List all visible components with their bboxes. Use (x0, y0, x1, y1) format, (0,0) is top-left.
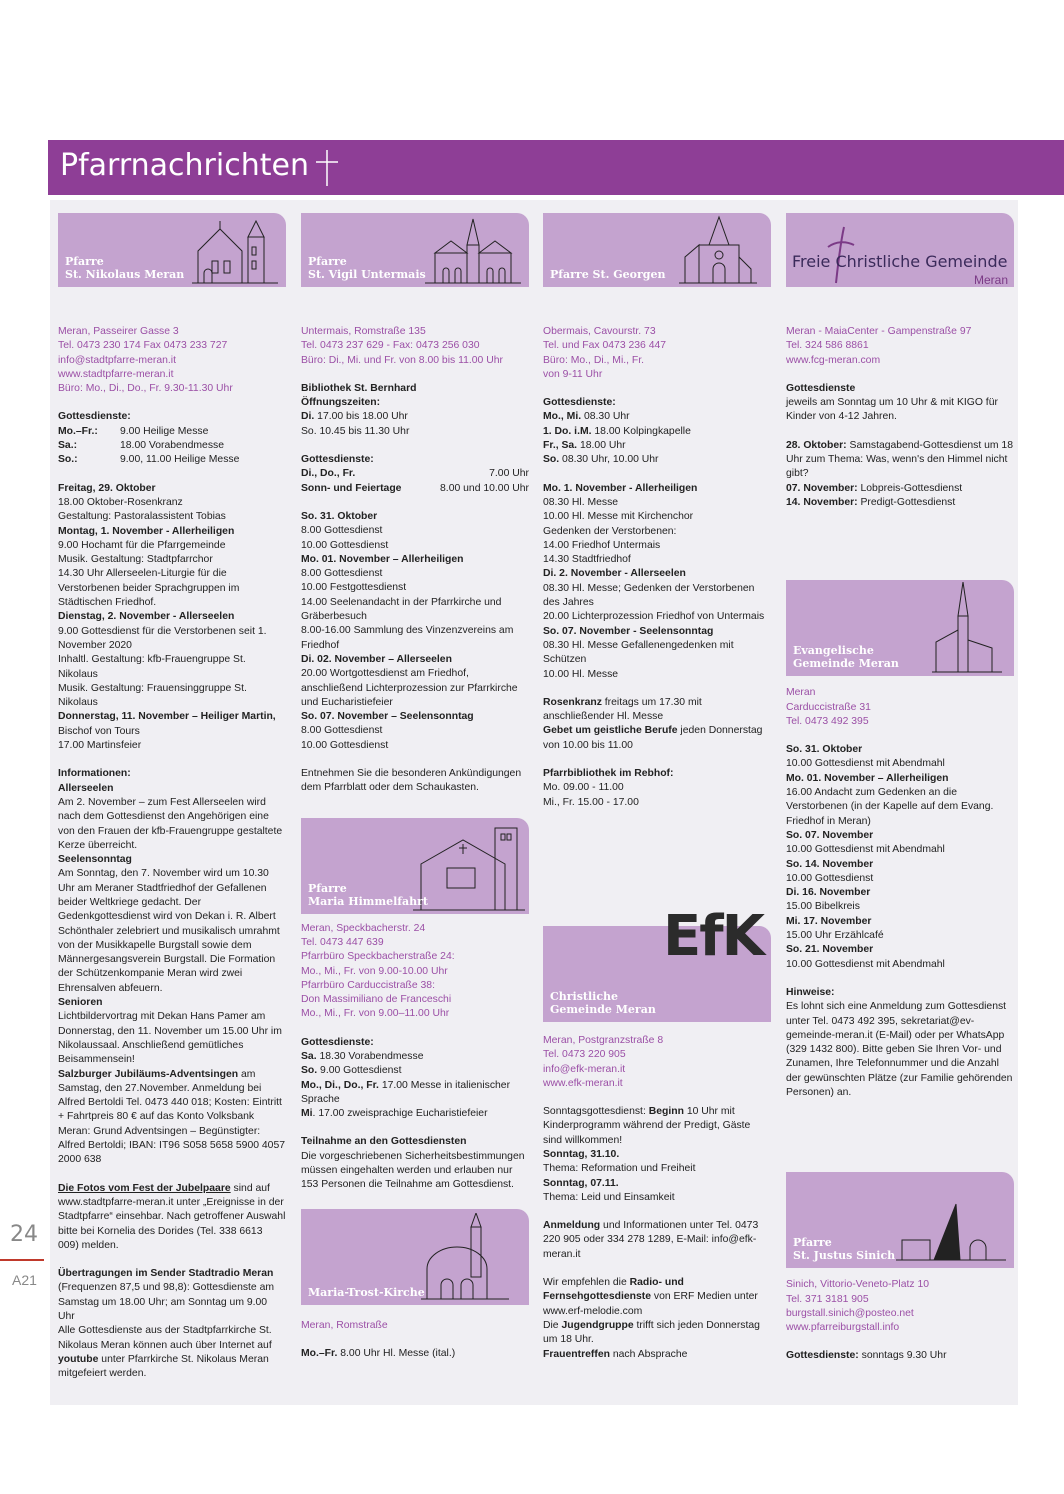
library-hours (301, 410, 529, 424)
header-banner (48, 140, 1064, 195)
event-text: 10.00 Gottesdienst (301, 539, 389, 551)
column-fcg (786, 213, 1014, 1364)
event-date: Di. 02. November – Allerseelen (301, 653, 452, 665)
event-date: Freitag, 29. Oktober (58, 482, 156, 494)
parish-header-fcg (786, 213, 1014, 287)
service-time: 9.00 Heilige Messe (120, 425, 209, 437)
library-hours: So. 10.45 bis 11.30 Uhr (301, 425, 410, 437)
website-link[interactable]: www.stadtpfarre-meran.it (58, 368, 174, 380)
event-date: So. 31. Oktober (786, 744, 863, 756)
church-himmelfahrt-icon (413, 824, 525, 912)
event-date: So. 07. November – Seelensonntag (301, 711, 474, 723)
parish-label-line: Evangelische (793, 644, 874, 658)
efk-text: nach Absprache (609, 1348, 688, 1360)
efk-bold: Anmeldung (543, 1220, 601, 1232)
service-time: 8.00 und 10.00 Uhr (440, 482, 529, 494)
broadcast-heading: Übertragungen im Sender Stadtradio Meran (58, 1268, 274, 1280)
service-day: Sa.: (58, 440, 78, 452)
service-row (58, 439, 286, 453)
section-title: Teilnahme an den Gottesdiensten (301, 1136, 467, 1148)
service-day: Fr., Sa. (543, 440, 578, 452)
column-georgen (543, 213, 771, 1362)
address-line: Obermais, Cavourstr. 73 (543, 326, 656, 337)
event-date: 14. November: (786, 496, 858, 508)
address-line: Meran - MaiaCenter - Gampenstraße 97 (786, 326, 972, 337)
info-heading: Salzburger Jubiläums-Adventsingen (58, 1068, 239, 1080)
service-day: Sa. (301, 1050, 317, 1062)
service-day: Mo.–Fr. (301, 1347, 338, 1359)
section-subtitle: Öffnungszeiten: (301, 397, 381, 409)
parish-address (301, 325, 529, 368)
parish-address (543, 325, 771, 382)
event-date: Sonntag, 07.11. (543, 1177, 619, 1189)
broadcast-text: Alle Gottesdienste aus der Stadtpfarrkirche St. Nikolaus Meran können auch über Internet auf (58, 1325, 272, 1351)
website-link[interactable]: www.fcg-meran.com (786, 354, 881, 366)
efk-text: trifft sich jeden Donnerstag um 18 Uhr. (543, 1319, 760, 1346)
office-hours: von 9-11 Uhr (543, 368, 603, 380)
service-day: So. (301, 1065, 318, 1077)
event-text: Musik. Gestaltung: Frauensinggruppe St. Nikolaus (58, 682, 247, 709)
efk-bold: Frauentreffen (543, 1348, 610, 1360)
service-day: Mo., Di., Do., Fr. (301, 1079, 379, 1091)
event-date: 28. Oktober: (786, 439, 847, 451)
event-text: 08.30 Hl. Messe Gefallenengedenken mit Schützen (543, 639, 734, 666)
event-text: Gedenken der Verstorbenen: (543, 525, 677, 537)
parish-label-name: St. Vigil Untermais (308, 268, 426, 281)
phone-line: Tel. 0473 492 395 (786, 715, 869, 727)
event-text: 16.00 Andacht zum Gedenken an die Verstorbenen (in der Kapelle auf dem Evang. Friedhof in Meran) (786, 787, 994, 827)
event-text: 10.00 Hl. Messe mit Kirchenchor (543, 511, 694, 523)
prayer-paragraph (543, 724, 771, 753)
parish-label-line: Christliche (550, 989, 619, 1003)
parish-label (308, 882, 428, 908)
service-day: Di., Do., Fr. (301, 468, 356, 480)
event-date: Mo. 1. November - Allerheiligen (543, 482, 698, 494)
section-title: Gottesdienste: (58, 411, 131, 423)
efk-bold: Radio- und Fernsehgottesdienste (543, 1277, 684, 1303)
section-title: Gottesdienste: (301, 1036, 374, 1048)
church-mariatrost-icon (421, 1213, 509, 1301)
broadcast-paragraph (58, 1324, 286, 1381)
event-text: 14.30 Uhr Allerseelen-Liturgie für die Verstorbenen beider Sprachgruppen im Städtischen Friedhof. (58, 568, 240, 609)
parish-address (301, 922, 529, 1022)
photos-paragraph (58, 1182, 286, 1253)
event-text: 9.00 Gottesdienst für die Verstorbenen seit 1. November 2020 (58, 625, 267, 651)
info-text: Am Sonntag, den 7. November wird um 10.30 Uhr am Meraner Stadtfriedhof der Gefallenen beider Weltkriege gedacht. Der Gedenkgottesdienst wird von Dekan i. R. Albert Schönthaler zelebriert und musikalisch umrahmt von der Musikkapelle Burgstall sowie dem Männergesangsverein Burgstall. Die Formation der Schützenkompanie Meran wird zwei Ehrensalven abfeuern. (58, 868, 280, 994)
rosary-text: freitags um 17.30 mit anschließender Hl. Messe (543, 696, 702, 723)
service-time: 18.30 Vorabendmesse (316, 1050, 424, 1062)
service-day: Sonn- und Feiertage (301, 482, 402, 494)
office-line: Don Massimiliano de Franceschi (301, 994, 452, 1006)
event-text: 18.00 Oktober-Rosenkranz (58, 496, 183, 508)
service-day: So.: (58, 454, 78, 466)
service-day: Mi (301, 1108, 313, 1120)
parish-header-vigil (301, 213, 529, 287)
info-text: Am 2. November – zum Fest Allerseelen wird nach dem Gottesdienst den Angehörigen eine von den Frauen der kfb-Frauengruppe gestaltete Kerze überreicht. (58, 796, 283, 851)
phone-line: Tel. 371 3181 905 (786, 1293, 869, 1305)
event-text: 9.00 Hochamt für die Pfarrgemeinde (58, 539, 226, 551)
parish-label (793, 644, 899, 670)
email-link[interactable]: info@stadtpfarre-meran.it (58, 354, 176, 366)
service-line (543, 439, 771, 453)
address-line: Meran, Speckbacherstr. 24 (301, 922, 426, 934)
parish-address (58, 325, 286, 396)
service-time: 18.00 Vorabendmesse (120, 440, 224, 452)
parish-header-justus (786, 1172, 1014, 1268)
event-text: 15.00 Bibelkreis (786, 901, 860, 913)
parish-header-mariatrost (301, 1209, 529, 1305)
event-date: Sonntag, 31.10. (543, 1148, 620, 1160)
event-text: 8.00 Gottesdienst (301, 525, 383, 537)
service-line (301, 1064, 529, 1078)
prayer-heading: Gebet um geistliche Berufe (543, 725, 678, 737)
church-georgen-icon (679, 215, 757, 285)
phone-line: Tel. und Fax 0473 236 447 (543, 340, 667, 352)
event-text: 10.00 Gottesdienst (301, 739, 389, 751)
parish-header-georgen (543, 213, 771, 287)
service-time: sonntags 9.30 Uhr (858, 1350, 947, 1362)
efk-service (543, 1105, 771, 1148)
parish-label (550, 990, 656, 1016)
rosary-paragraph (543, 696, 771, 725)
info-heading: Senioren (58, 997, 103, 1009)
parish-address (786, 686, 1014, 729)
church-nikolaus-icon (192, 217, 278, 285)
efk-text: und Informationen unter Tel. 0473 220 905 oder 334 278 1289, E-Mail: info@efk-meran.it (543, 1220, 759, 1260)
section-title: Hinweise: (786, 986, 835, 998)
church-vigil-icon (425, 217, 521, 285)
parish-address (786, 1278, 1014, 1335)
service-line (301, 1107, 529, 1121)
parish-label-name: St. Nikolaus Meran (65, 268, 185, 281)
parish-label-line: Pfarre (308, 255, 347, 268)
info-heading: Allerseelen (58, 782, 114, 794)
parish-label-name: Maria Himmelfahrt (308, 894, 428, 908)
efk-youth (543, 1319, 771, 1348)
service-time: 18.00 Kolpingkapelle (591, 425, 691, 437)
event-text: Predigt-Gottesdienst (857, 496, 956, 508)
section-title: Pfarrbibliothek im Rebhof: (543, 768, 674, 780)
event-text: 10.00 Festgottesdienst (301, 582, 407, 594)
event-text: Thema: Reformation und Freiheit (543, 1163, 696, 1175)
service-line (301, 1050, 529, 1064)
photos-text: sind auf www.stadtpfarre-meran.it unter „Ereignisse in der Stadtpfarre“ einsehbar. Nach getroffener Auswahl bitte bei Kornelia des Dorides (Tel. 338 6613 009) melden. (58, 1182, 286, 1251)
event-date: Di. 16. November (786, 887, 871, 899)
event-date: Mo. 01. November – Allerheiligen (786, 772, 949, 784)
service-day: Mo., Mi. (543, 411, 582, 423)
event-text: 08.30 Hl. Messe; Gedenken der Verstorbenen des Jahres (543, 582, 755, 609)
service-day: 1. Do. i.M. (543, 425, 592, 437)
parish-label (65, 255, 184, 281)
section-title: Gottesdienste: (543, 397, 616, 409)
efk-text: 10 Uhr mit Kinderprogramm während der Predigt, Gäste sind willkommen! (543, 1106, 751, 1146)
event-date: Mi. 17. November (786, 915, 872, 927)
email-link[interactable]: burgstall.sinich@posteo.net (786, 1307, 914, 1319)
parish-label (793, 1236, 895, 1262)
address-line: Meran (786, 687, 816, 699)
service-time: 08.30 Uhr, 10.00 Uhr (559, 454, 659, 466)
church-justus-icon (896, 1192, 1006, 1262)
efk-radio (543, 1276, 771, 1319)
office-hours: Mo., Mi., Fr. von 9.00–11.00 Uhr (301, 1008, 450, 1020)
office-hours: Büro: Mo., Di., Mi., Fr. (543, 354, 645, 366)
prayer-text: jeden Donnerstag von 10.00 bis 11.00 (543, 725, 763, 751)
efk-text: Die (543, 1319, 562, 1331)
event-date: So. 07. November (786, 829, 874, 841)
event-text: Lobpreis-Gottesdienst (857, 482, 963, 494)
service-line (786, 1349, 1014, 1363)
service-row (58, 453, 286, 467)
event-text: 8.00-16.00 Sammlung des Vinzenzvereins am Friedhof (301, 625, 514, 651)
parish-header-evangelisch (786, 580, 1014, 676)
column-nikolaus (58, 213, 286, 1381)
parish-label (308, 255, 426, 281)
address-line: Untermais, Romstraße 135 (301, 326, 426, 337)
parish-label-line: Pfarre (793, 1236, 832, 1250)
service-time: 8.00 Uhr Hl. Messe (ital.) (337, 1347, 456, 1359)
address-line: Carduccistraße 31 (786, 701, 871, 713)
service-time: 17.00 Messe in italienischer Sprache (301, 1079, 511, 1105)
library-time: 17.00 bis 18.00 Uhr (314, 411, 408, 423)
event-text: Gestaltung: Pastoralassistent Tobias (58, 511, 226, 523)
event-line (786, 439, 1014, 482)
parish-address (786, 325, 1014, 368)
event-date: Mo. 01. November – Allerheiligen (301, 553, 464, 565)
event-line (786, 482, 1014, 496)
library-hours: Mi., Fr. 15.00 - 17.00 (543, 796, 639, 808)
event-date-bold: Donnerstag, 11. November – Heiliger Martin, (58, 711, 276, 723)
office-line: Pfarrbüro Speckbacherstraße 24: (301, 951, 455, 963)
event-text: 14.00 Friedhof Untermais (543, 539, 661, 551)
event-text: 8.00 Gottesdienst (301, 725, 383, 737)
address-line: Sinich, Vittorio-Veneto-Platz 10 (786, 1279, 930, 1291)
efk-women (543, 1348, 771, 1362)
service-line (301, 1079, 529, 1108)
efk-text: von ERF Medien unter www.erf-melodie.com (543, 1291, 758, 1317)
service-row (301, 482, 529, 496)
service-line (543, 453, 771, 467)
parish-header-efk (543, 903, 771, 1022)
page-number: 24 (10, 1222, 38, 1247)
section-title: Informationen: (58, 768, 131, 780)
section-title: Gottesdienste: (301, 454, 374, 466)
event-text: 10.00 Gottesdienst mit Abendmahl (786, 844, 945, 856)
event-date: Dienstag, 2. November - Allerseelen (58, 611, 235, 623)
column-vigil (301, 213, 529, 1361)
event-text: 8.00 Gottesdienst (301, 568, 383, 580)
event-date: So. 14. November (786, 858, 874, 870)
section-title: Gottesdienste (786, 382, 856, 394)
service-day: Gottesdienste: (786, 1350, 859, 1362)
event-text: Bischof von Tours (58, 725, 140, 737)
efk-text: Sonntagsgottesdienst: (543, 1106, 649, 1118)
parish-label-line: Pfarre (308, 881, 347, 895)
info-text: am Samstag, den 27.November. Anmeldung bei Alfred Bertoldi Tel. 0473 440 018; Kosten: Eintritt + Fahrtpreis 80 € auf das Konto Volksbank Meran: Grund Adventsingen – Begünstigter: Alfred Bertoldi; IBAN: IT96 S058 5658 5900 4057 2000 638 (58, 1068, 286, 1166)
efk-bold: Jugendgruppe (561, 1319, 634, 1331)
parish-address (543, 1034, 771, 1091)
service-line (543, 410, 771, 424)
address-line: Meran, Romstraße (301, 1319, 388, 1331)
fcg-subtitle: Meran (973, 273, 1008, 287)
service-time: 18.00 Uhr (577, 440, 626, 452)
section-title: Bibliothek St. Bernhard (301, 382, 417, 394)
service-row (58, 425, 286, 439)
phone-line: Tel. 324 586 8861 (786, 340, 869, 352)
note-text: Entnehmen Sie die besonderen Ankündigungen dem Pfarrblatt oder dem Schaukasten. (301, 768, 522, 794)
office-line: Pfarrbüro Carduccistraße 38: (301, 979, 435, 991)
phone-line: Tel. 0473 230 174 Fax 0473 233 727 (58, 340, 228, 352)
parish-header-nikolaus (58, 213, 286, 287)
page-code: A21 (12, 1272, 37, 1288)
phone-line: Tel. 0473 220 905 (543, 1049, 626, 1061)
info-paragraph (58, 1068, 286, 1168)
library-day: Di. (301, 411, 315, 423)
info-heading: Seelensonntag (58, 854, 132, 866)
event-text: 10.00 Gottesdienst (786, 872, 874, 884)
library-hours: Mo. 09.00 - 11.00 (543, 782, 624, 794)
info-text: Lichtbildervortrag mit Dekan Hans Pamer am Donnerstag, den 11. November um 15.00 Uhr im Nikolaussaal. Anschließend gemütliches Beisammensein! (58, 1011, 282, 1066)
service-line (543, 425, 771, 439)
event-text: 20.00 Lichterprozession Friedhof von Untermais (543, 611, 765, 623)
broadcast-paragraph (58, 1267, 286, 1324)
service-time: . 17.00 zweisprachige Eucharistiefeier (312, 1108, 488, 1120)
event-date (58, 710, 286, 739)
parish-label: Maria-Trost-Kirche (308, 1285, 425, 1299)
service-day: Mo.–Fr.: (58, 425, 98, 437)
event-text: 14.30 Stadtfriedhof (543, 554, 631, 566)
event-date: Di. 2. November - Allerseelen (543, 568, 686, 580)
page-title: Pfarrnachrichten (60, 148, 309, 183)
service-line (301, 1347, 529, 1361)
event-text: 10.00 Hl. Messe (543, 668, 619, 680)
office-hours: Büro: Mo., Di., Do., Fr. 9.30-11.30 Uhr (58, 383, 233, 395)
cross-icon (312, 148, 342, 188)
event-date: So. 21. November (786, 944, 874, 956)
event-text: Inhaltl. Gestaltung: kfb-Frauengruppe St. Nikolaus (58, 654, 246, 680)
office-hours: Büro: Di., Mi. und Fr. von 8.00 bis 11.00 Uhr (301, 354, 503, 366)
parish-label-name: St. Justus Sinich (793, 1249, 896, 1263)
service-day: So. (543, 454, 560, 466)
efk-bold: Beginn (648, 1106, 684, 1118)
event-text: 20.00 Wortgottesdienst am Friedhof, anschließend Lichterprozession zur Pfarrkirche und Eucharistiefeier (301, 668, 518, 708)
fcg-title: Freie Christliche Gemeinde (792, 252, 1008, 271)
event-text: 17.00 Martinsfeier (58, 740, 142, 752)
efk-text: Wir empfehlen die (543, 1277, 630, 1289)
service-text: jeweils am Sonntag um 10 Uhr & mit KIGO für Kinder von 4-12 Jahren. (786, 397, 998, 423)
event-date: So. 31. Oktober (301, 510, 378, 522)
efk-logo: EfK (662, 903, 763, 969)
parish-label-name: Gemeinde Meran (550, 1002, 656, 1016)
event-text: 14.00 Seelenandacht in der Pfarrkirche und Gräberbesuch (301, 596, 502, 623)
event-date: So. 07. November - Seelensonntag (543, 625, 714, 637)
email-link[interactable]: info@efk-meran.it (543, 1063, 626, 1075)
event-text: 10.00 Gottesdienst mit Abendmahl (786, 958, 945, 970)
event-text: Samstagabend-Gottesdienst um 18 Uhr zum Thema: Was, wenn's den Himmel nicht gibt? (786, 439, 1013, 480)
phone-line: Tel. 0473 237 629 - Fax: 0473 256 030 (301, 340, 480, 352)
info-text: Es lohnt sich eine Anmeldung zum Gottesdienst unter Tel. 0473 492 395, sekretariat@ev-gemeinde-meran.it (E-Mail) oder per WhatsApp (329 1432 800). Bitte geben Sie Ihren Vor- und Zunamen, Ihre Telefonnummer und die Anzahl der gewünschten Plätze (zur Familie gehörenden Personen) an. (786, 1001, 1013, 1098)
event-text: Musik. Gestaltung: Stadtpfarrchor (58, 554, 213, 566)
address-line: Meran, Postgranzstraße 8 (543, 1034, 664, 1046)
event-text: 15.00 Uhr Erzählcafé (786, 930, 884, 942)
event-line (786, 496, 1014, 510)
event-date: Montag, 1. November - Allerheiligen (58, 525, 235, 537)
event-text: 08.30 Hl. Messe (543, 496, 619, 508)
event-text: 10.00 Gottesdienst mit Abendmahl (786, 758, 945, 770)
broadcast-text: (Frequenzen 87,5 und 98,8): Gottesdienste am Samstag um 18.00 Uhr; am Sonntag um 9.00 Uhr (58, 1282, 275, 1322)
service-time: 9.00 Gottesdienst (317, 1065, 402, 1077)
page-rule (0, 1259, 44, 1261)
parish-header-himmelfahrt (301, 818, 529, 914)
parish-label-name: Gemeinde Meran (793, 657, 899, 671)
event-date: 07. November: (786, 482, 858, 494)
event-text: Thema: Leid und Einsamkeit (543, 1191, 675, 1203)
service-row (301, 467, 529, 481)
service-time: 9.00, 11.00 Heilige Messe (120, 454, 240, 466)
info-text: Die vorgeschriebenen Sicherheitsbestimmungen müssen eingehalten werden und erlauben nur 153 Personen die Teilnahme am Gottesdienst. (301, 1150, 525, 1191)
youtube-label: youtube (58, 1353, 99, 1365)
service-time: 7.00 Uhr (489, 468, 529, 480)
church-evangelisch-icon (932, 582, 1002, 674)
address-line: Meran, Passeirer Gasse 3 (58, 326, 179, 337)
service-time: 08.30 Uhr (581, 411, 630, 423)
rosary-heading: Rosenkranz (543, 696, 602, 708)
office-hours: Mo., Mi., Fr. von 9.00-10.00 Uhr (301, 965, 448, 977)
parish-label: Pfarre St. Georgen (550, 268, 666, 281)
website-link[interactable]: www.pfarreiburgstall.info (786, 1322, 900, 1334)
website-link[interactable]: www.efk-meran.it (543, 1077, 623, 1089)
phone-line: Tel. 0473 447 639 (301, 936, 384, 948)
efk-registration (543, 1219, 771, 1262)
photos-heading: Die Fotos vom Fest der Jubelpaare (58, 1182, 231, 1194)
broadcast-text: unter Pfarrkirche St. Nikolaus Meran mitgefeiert werden. (58, 1353, 269, 1380)
parish-label-line: Pfarre (65, 255, 104, 268)
